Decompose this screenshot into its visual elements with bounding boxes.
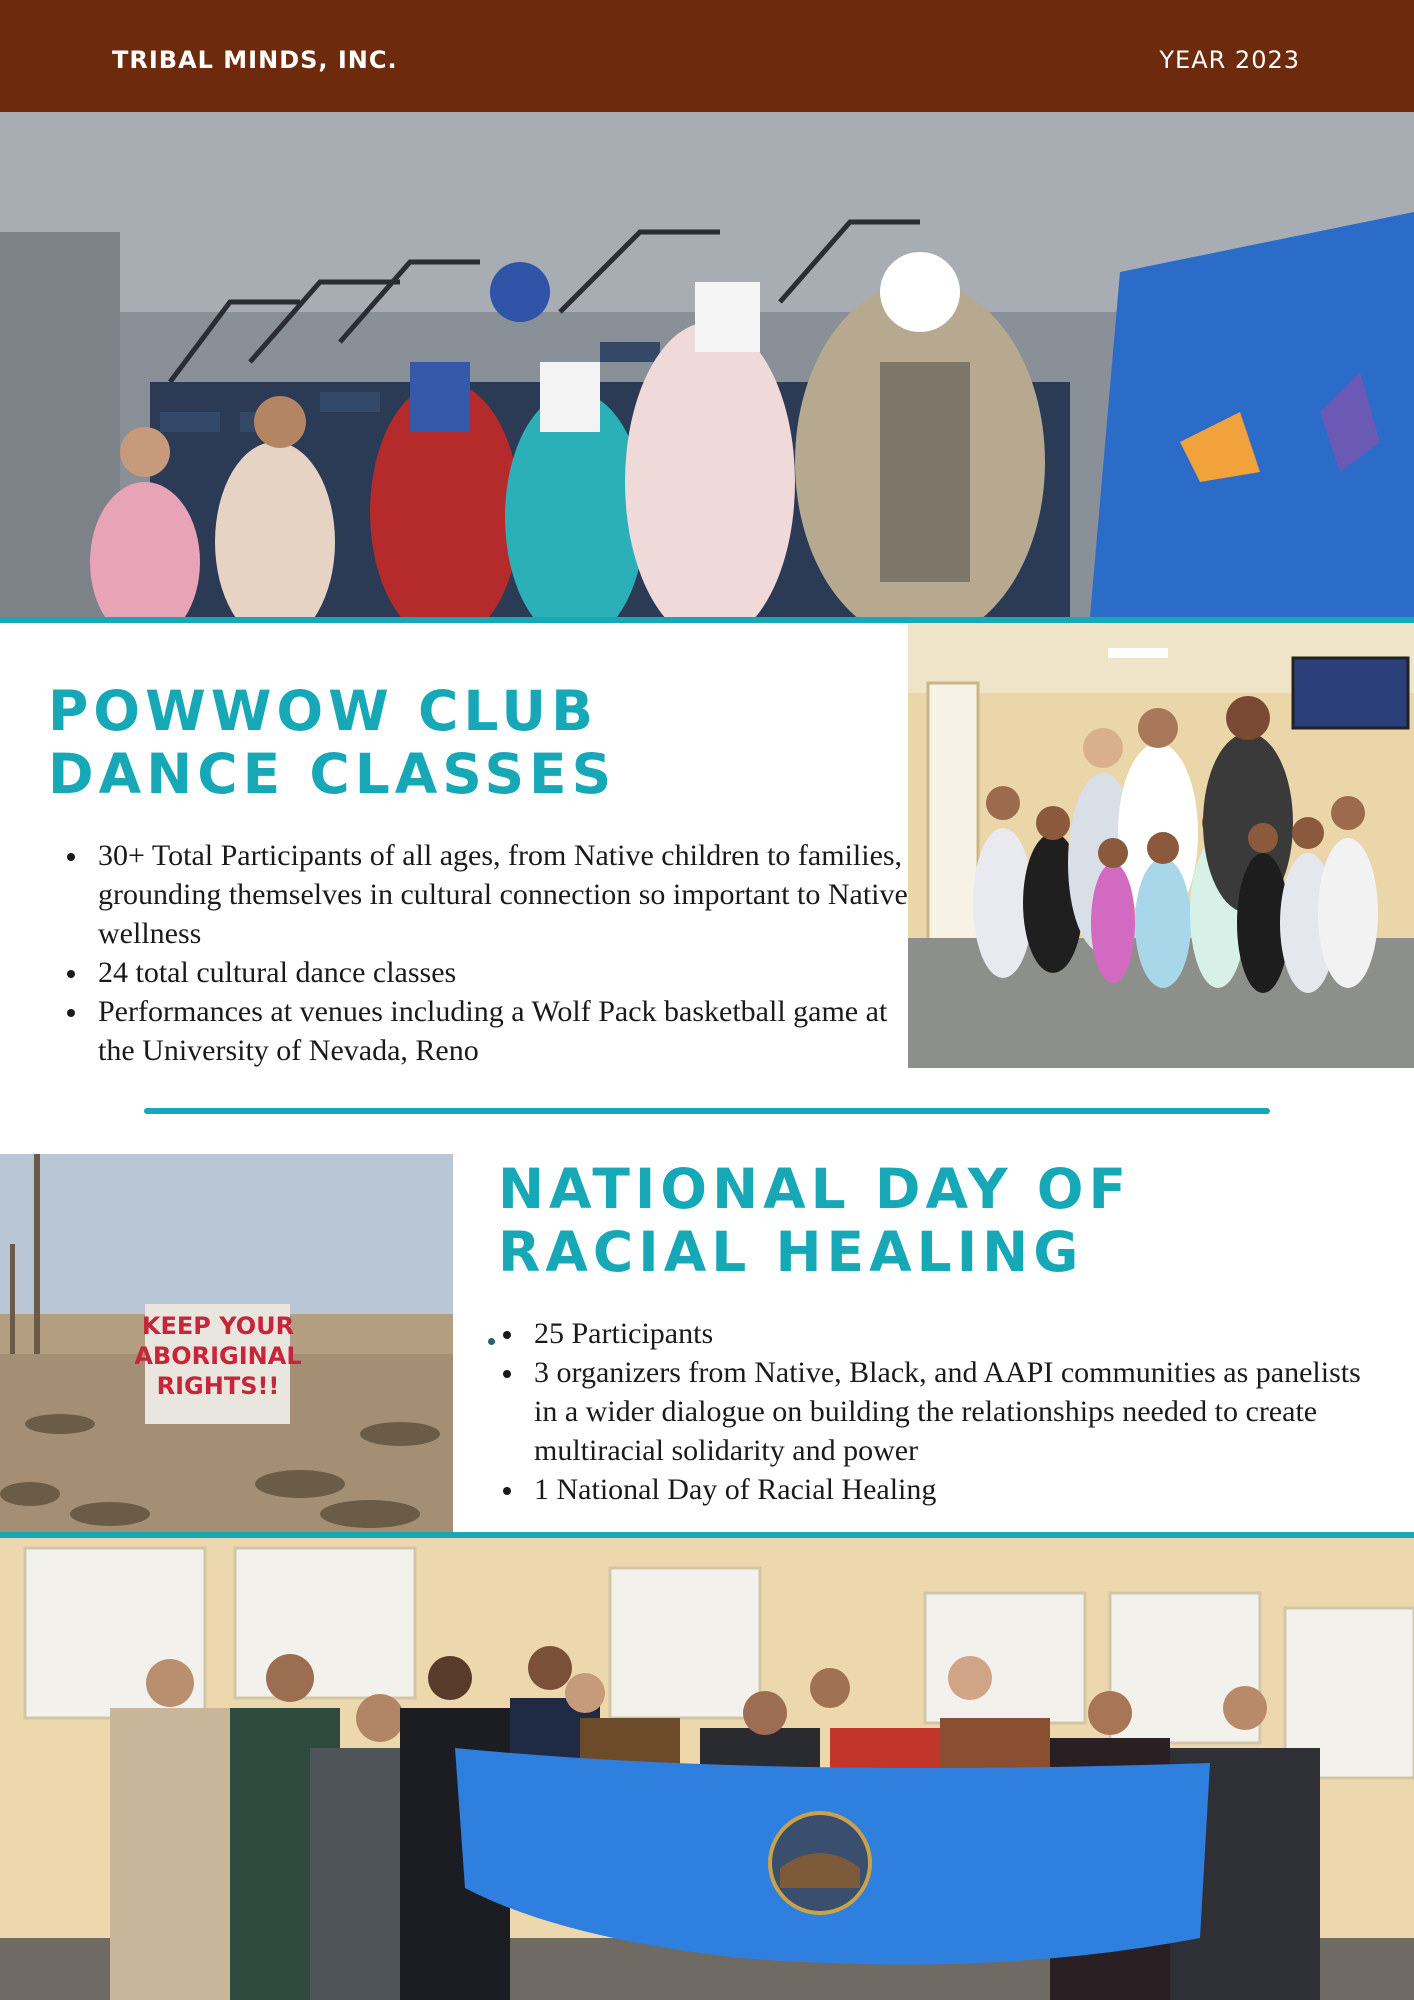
hero-photo [0, 112, 1414, 617]
sign-text-line: KEEP YOUR [141, 1312, 295, 1340]
healing-group-photo [0, 1538, 1414, 2000]
report-year: YEAR 2023 [1159, 46, 1300, 74]
org-name: TRIBAL MINDS, INC. [112, 46, 398, 74]
list-item: 30+ Total Participants of all ages, from Native children to families, grounding themselves in cultural connection so important to Native wellness [50, 836, 910, 953]
healing-bullet-list [486, 1314, 1386, 1509]
sign-text-line: ABORIGINAL [134, 1342, 302, 1370]
powwow-bullet-list [50, 836, 910, 1070]
list-item: 25 Participants [486, 1314, 1386, 1353]
protest-sign-photo [0, 1154, 453, 1532]
list-item: 24 total cultural dance classes [50, 953, 910, 992]
healing-title-line2: RACIAL HEALING [498, 1220, 1084, 1284]
sign-text [134, 1312, 301, 1400]
list-item: 3 organizers from Native, Black, and AAPI communities as panelists in a wider dialogue on building the relationships needed to create multiracial solidarity and power [486, 1353, 1386, 1470]
list-item: 1 National Day of Racial Healing [486, 1470, 1386, 1509]
powwow-title [48, 680, 616, 806]
header-bar [0, 0, 1414, 112]
healing-title-line1: NATIONAL DAY OF [498, 1157, 1132, 1221]
healing-title [498, 1158, 1131, 1284]
powwow-group-photo [908, 623, 1414, 1068]
powwow-title-line1: POWWOW CLUB [48, 679, 598, 743]
powwow-title-line2: DANCE CLASSES [48, 742, 617, 806]
sign-text-line: RIGHTS!! [156, 1372, 280, 1400]
section-divider [144, 1108, 1270, 1114]
list-item: Performances at venues including a Wolf Pack basketball game at the University of Nevada, Reno [50, 992, 910, 1070]
